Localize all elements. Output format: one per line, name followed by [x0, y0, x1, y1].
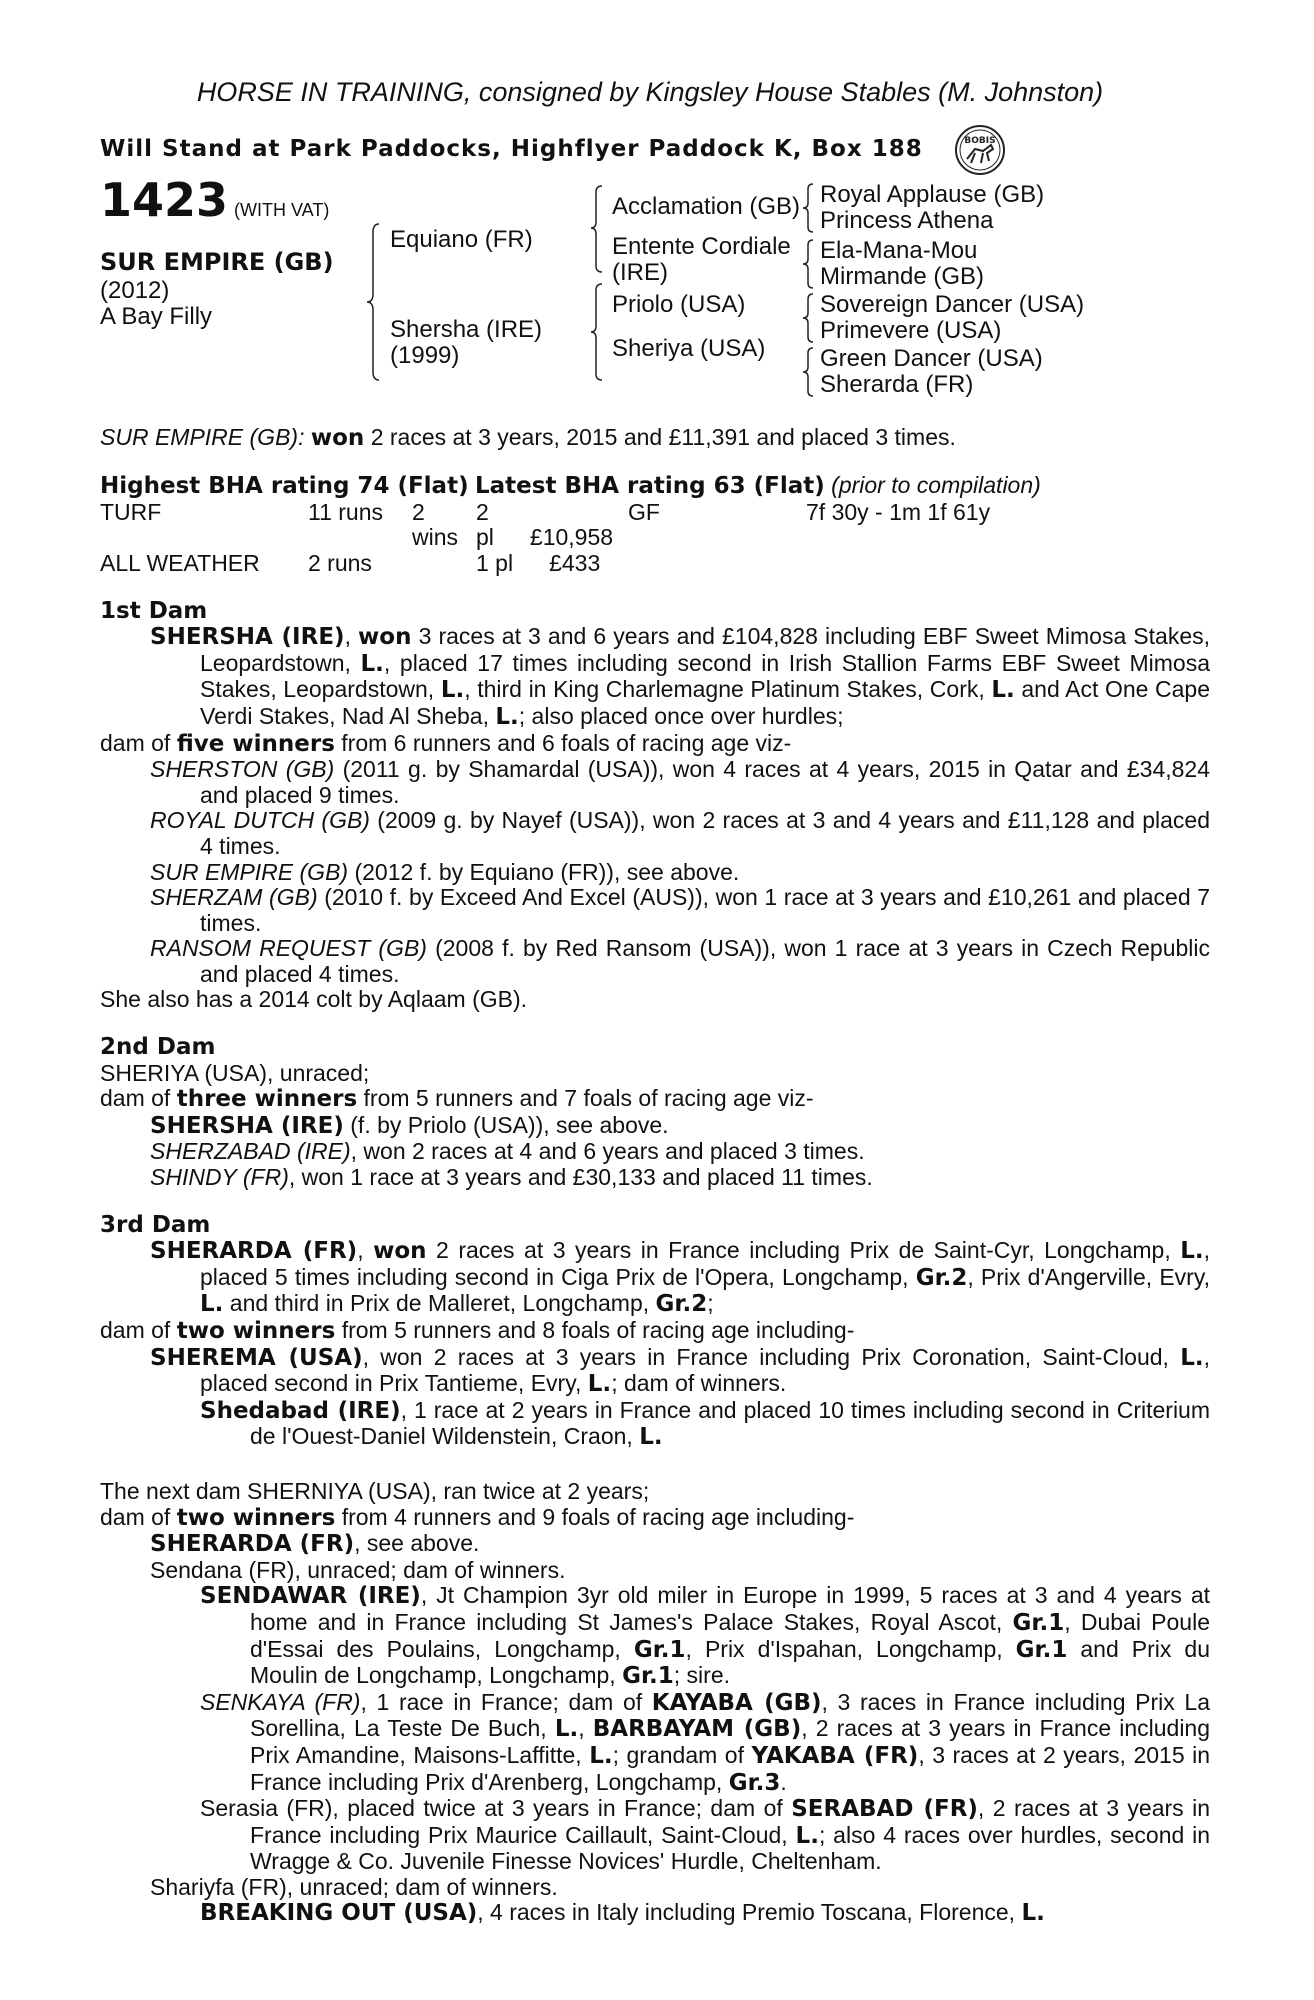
- progeny-entry: [100, 1900, 1210, 1927]
- first-dam-footer: She also has a 2014 colt by Aqlaam (GB).: [100, 986, 528, 1013]
- progeny-name: SHINDY (FR): [150, 1164, 289, 1191]
- progeny-name: BARBAYAM (GB): [592, 1716, 802, 1743]
- progeny-name: SUR EMPIRE (GB): [150, 858, 349, 885]
- race-summary: [100, 425, 1210, 452]
- group-mark: Gr.1: [633, 1636, 686, 1663]
- next-dam-section: [100, 1479, 1210, 1927]
- progeny-entry: [100, 1583, 1210, 1689]
- horse-name: SUR EMPIRE (GB): [100, 247, 334, 276]
- aw-going: [628, 551, 806, 577]
- progeny-entry: [100, 808, 1210, 859]
- progeny-text: , won 1 race at 3 years and £30,133 and placed 11 times.: [288, 1164, 873, 1191]
- bobis-logo-text: BOBIS: [964, 135, 996, 146]
- second-dam-heading: 2nd Dam: [100, 1034, 216, 1061]
- first-dam-t4: and Act One Cape Verdi Stakes, Nad Al Sheba,: [200, 676, 1211, 729]
- catalogue-page: [100, 77, 1211, 1927]
- first-dam-viz: from 6 runners and 6 foals of racing age viz-: [341, 729, 792, 756]
- listed-mark: L.: [440, 677, 465, 704]
- dam-of-label: dam of: [100, 729, 171, 756]
- second-dam-viz: from 5 runners and 7 foals of racing age viz-: [363, 1085, 814, 1112]
- first-dam-t5: ; also placed once over hurdles;: [518, 702, 844, 729]
- progeny-text: and Prix du Moulin de Longchamp, Longchamp,: [250, 1635, 1211, 1689]
- progeny-text: (2011 g. by Shamardal (USA)), won 4 races at 4 years, 2015 in Qatar and £34,824 and placed 9 times.: [200, 756, 1211, 808]
- dam-of-label: dam of: [100, 1503, 171, 1530]
- ggs-7: Green Dancer (USA): [820, 344, 1043, 372]
- ratings-line: [100, 473, 1210, 500]
- progeny-entry: [100, 885, 1210, 936]
- listed-mark: L.: [589, 1742, 613, 1769]
- progeny-text: ; grandam of: [612, 1741, 744, 1768]
- progeny-text: Serasia (FR), placed twice at 3 years in France; dam of: [200, 1795, 783, 1822]
- sire-grandparents-brace: [590, 184, 606, 274]
- third-dam-t1: 2 races at 3 years in France including Prix de Saint-Cyr, Longchamp,: [436, 1237, 1171, 1264]
- aw-label: ALL WEATHER: [100, 549, 260, 576]
- turf-runs: 11 runs: [308, 498, 384, 525]
- third-dam-t2: , placed 5 times including second in Ciga Prix de l'Opera, Longchamp,: [200, 1237, 1211, 1290]
- third-dam-t4: and third in Prix de Malleret, Longchamp,: [229, 1290, 650, 1317]
- progeny-text: , 3 races at 2 years, 2015 in France including Prix d'Arenberg, Longchamp,: [250, 1741, 1211, 1795]
- progeny-name: SENKAYA (FR): [200, 1688, 361, 1715]
- progeny-name: SHERZABAD (IRE): [150, 1138, 351, 1165]
- listed-mark: L.: [554, 1716, 579, 1743]
- next-dam-winners: two winners: [176, 1504, 336, 1531]
- progeny-entry: SENKAYA (FR), 1 race in France; dam of KAYABA (GB), 3 races in France including Prix La Sorellina, La Teste De Buch, L., BARBAYAM (GB), 2 races at 3 years in France including Prix Amandine, Maisons-Laffitte, L.; grandam of YAKABA (FR), 3 races at 2 years, 2015 in France including Prix d'Arenberg, Longchamp, Gr.3.: [200, 1688, 1211, 1796]
- sire-dam-brace: [365, 222, 385, 382]
- granddam-dam: Sheriya (USA): [612, 334, 766, 362]
- horse-year: (2012): [100, 276, 170, 304]
- first-dam-t3: , third in King Charlemagne Platinum Stakes, Cork,: [464, 676, 985, 703]
- vat-label: (WITH VAT): [234, 199, 330, 220]
- consignment-line: HORSE IN TRAINING, consigned by Kingsley House Stables (M. Johnston): [196, 77, 1104, 107]
- summary-won: won: [310, 424, 365, 451]
- bobis-logo-icon: [953, 123, 1007, 177]
- next-dam-intro: The next dam SHERNIYA (USA), ran twice at 2 years;: [100, 1477, 650, 1504]
- progeny-text: , 3 races in France including Prix La Sorellina, La Teste De Buch,: [250, 1688, 1210, 1742]
- third-dam-t3: , Prix d'Angerville, Evry,: [967, 1263, 1211, 1290]
- second-dam-intro: SHERIYA (USA), unraced;: [100, 1059, 370, 1086]
- ggs-brace-4: [802, 346, 816, 398]
- latest-rating: Latest BHA rating 63 (Flat): [474, 473, 825, 500]
- dam-year: (1999): [390, 341, 460, 369]
- dam-of-label: dam of: [100, 1085, 171, 1112]
- turf-label: TURF: [100, 498, 162, 525]
- progeny-name: SHEREMA (USA): [150, 1344, 363, 1371]
- progeny-text: , Jt Champion 3yr old miler in Europe in 1999, 5 races at 3 and 4 years at home and in France including St James's Palace Stakes, Royal Ascot,: [250, 1582, 1210, 1635]
- progeny-text: , 4 races in Italy including Premio Toscana, Florence,: [477, 1899, 1016, 1926]
- progeny-name: KAYABA (GB): [651, 1689, 822, 1716]
- second-dam-section: [100, 1035, 1210, 1191]
- progeny-text: (2012 f. by Equiano (FR)), see above.: [354, 858, 740, 885]
- highest-rating: Highest BHA rating 74 (Flat): [100, 473, 469, 500]
- progeny-entry: [100, 1165, 1210, 1191]
- aw-runs: 2 runs: [308, 549, 372, 576]
- first-dam-name: SHERSHA (IRE): [150, 624, 345, 651]
- turf-prize: £10,958: [529, 524, 614, 551]
- first-dam-section: [100, 599, 1210, 1014]
- progeny-text: , 2 races at 3 years in France including Prix Amandine, Maisons-Laffitte,: [250, 1715, 1211, 1768]
- first-dam-heading: 1st Dam: [100, 597, 208, 624]
- progeny-entry: [100, 936, 1210, 987]
- grandsire-sire: Acclamation (GB): [612, 192, 801, 220]
- listed-mark: L.: [1180, 1344, 1204, 1371]
- progeny-text: (f. by Priolo (USA)), see above.: [350, 1111, 669, 1138]
- progeny-entry: [100, 1345, 1210, 1398]
- next-dam-including: from 4 runners and 9 foals of racing age including-: [341, 1503, 855, 1530]
- listed-mark: L.: [639, 1424, 663, 1451]
- ggs-6: Primevere (USA): [820, 316, 1002, 344]
- ggs-4: Mirmande (GB): [820, 262, 985, 290]
- progeny-text: (2008 f. by Red Ransom (USA)), won 1 race at 3 years in Czech Republic and placed 4 times.: [200, 935, 1210, 987]
- progeny-text: , 2 races at 3 years in France including Prix Maurice Caillault, Saint-Cloud,: [250, 1795, 1211, 1848]
- progeny-name: RANSOM REQUEST (GB): [150, 935, 427, 962]
- group-mark: Gr.1: [1015, 1636, 1068, 1663]
- progeny-text: , 1 race in France; dam of: [360, 1688, 643, 1715]
- third-dam-record: SHERARDA (FR), won 2 races at 3 years in France including Prix de Saint-Cyr, Longchamp, L., placed 5 times including second in Ciga Prix de l'Opera, Longchamp, Gr.2, Prix d'Angerville, Evry, L. and third in Prix de Malleret, Longchamp, Gr.2;: [150, 1237, 1211, 1318]
- progeny-name: Shedabad (IRE): [200, 1397, 401, 1424]
- listed-mark: L.: [495, 703, 519, 730]
- third-dam-winners: two winners: [176, 1318, 336, 1344]
- group-mark: Gr.1: [1012, 1609, 1065, 1636]
- progeny-text: (2010 f. by Exceed And Excel (AUS)), won 1 race at 3 years and £10,261 and placed 7 times.: [200, 884, 1211, 936]
- progeny-name: SERABAD (FR): [791, 1796, 978, 1823]
- ggs-brace-3: [802, 292, 816, 344]
- group-mark: Gr.3: [728, 1769, 781, 1796]
- progeny-name: BREAKING OUT (USA): [200, 1900, 478, 1927]
- third-dam-section: [100, 1213, 1210, 1451]
- turf-wins: 2 wins: [412, 498, 459, 551]
- progeny-text: (2009 g. by Nayef (USA)), won 2 races at 3 and 4 years and £11,128 and placed 4 times.: [200, 807, 1210, 859]
- progeny-name: SENDAWAR (IRE): [200, 1583, 421, 1610]
- lot-number: 1423: [100, 172, 229, 227]
- progeny-name: SHERZAM (GB): [150, 884, 318, 911]
- listed-mark: L.: [200, 1291, 224, 1318]
- group-mark: Gr.1: [622, 1663, 674, 1690]
- third-dam-including: from 5 runners and 8 foals of racing age including-: [341, 1317, 855, 1343]
- progeny-name: YAKABA (FR): [751, 1742, 919, 1769]
- pedigree-block: [100, 172, 1210, 417]
- progeny-name: SHERARDA (FR): [150, 1531, 355, 1558]
- second-dam-produce-summary: [100, 1086, 1210, 1113]
- dam-name: Shersha (IRE): [390, 315, 543, 343]
- summary-horse-name: SUR EMPIRE (GB): [100, 423, 299, 450]
- progeny-entry: [100, 1113, 1210, 1140]
- ggs-8: Sherarda (FR): [820, 370, 974, 398]
- ggs-2: Princess Athena: [820, 206, 994, 234]
- rating-note: (prior to compilation): [831, 472, 1041, 499]
- ratings-section: [100, 473, 1210, 576]
- ggs-1: Royal Applause (GB): [820, 180, 1045, 208]
- stand-location: Will Stand at Park Paddocks, Highflyer Paddock K, Box 188: [100, 135, 923, 162]
- grandsire-dam: Priolo (USA): [612, 290, 746, 318]
- listed-mark: L.: [795, 1822, 819, 1849]
- next-dam-produce-summary: [100, 1505, 1210, 1532]
- listed-mark: L.: [360, 650, 384, 677]
- ggs-5: Sovereign Dancer (USA): [820, 290, 1085, 318]
- ggs-3: Ela-Mana-Mou: [820, 236, 978, 264]
- progeny-entry: [100, 1398, 1210, 1451]
- progeny-entry: [100, 1796, 1210, 1875]
- summary-text: 2 races at 3 years, 2015 and £11,391 and placed 3 times.: [370, 423, 956, 450]
- first-dam-winners: five winners: [176, 730, 335, 757]
- progeny-text: ; dam of winners.: [611, 1370, 787, 1397]
- listed-mark: L.: [991, 677, 1015, 704]
- first-dam-t2: , placed 17 times including second in Irish Stallion Farms EBF Sweet Mimosa Stakes, Leopardstown,: [200, 649, 1211, 703]
- turf-placed: 2 pl: [476, 498, 494, 551]
- progeny-entry: [100, 860, 1210, 886]
- group-mark: Gr.2: [655, 1291, 708, 1318]
- progeny-text: , Dubai Poule d'Essai des Poulains, Longchamp,: [250, 1608, 1211, 1662]
- third-dam-heading: 3rd Dam: [100, 1211, 211, 1238]
- progeny-text: , 1 race at 2 years in France and placed 10 times including second in Criterium de l'Ouest-Daniel Wildenstein, Craon,: [250, 1396, 1210, 1450]
- progeny-entry: [100, 1139, 1210, 1165]
- first-dam-t1: 3 races at 3 and 6 years and £104,828 including EBF Sweet Mimosa Stakes, Leopardstown,: [200, 623, 1211, 676]
- horse-description: A Bay Filly: [100, 302, 213, 330]
- progeny-entry: [100, 757, 1210, 808]
- turf-placings-prize: [476, 500, 628, 551]
- ratings-table: [100, 500, 1210, 577]
- dam-grandparents-brace: [590, 282, 606, 382]
- progeny-text: ; also 4 races over hurdles, second in Wragge & Co. Juvenile Finesse Novices' Hurdle, Cheltenham.: [250, 1821, 1211, 1875]
- first-dam-record: SHERSHA (IRE), won 3 races at 3 and 6 years and £104,828 including EBF Sweet Mimosa Stakes, Leopardstown, L., placed 17 times including second in Irish Stallion Farms EBF Sweet Mimosa Stakes, Leopardstown, L., third in King Charlemagne Platinum Stakes, Cork, L. and Act One Cape Verdi Stakes, Nad Al Sheba, L.; also placed once over hurdles;: [150, 623, 1211, 730]
- progeny-text: , Prix d'Ispahan, Longchamp,: [685, 1635, 1003, 1662]
- first-dam-produce-summary: [100, 731, 1210, 758]
- ggs-brace-1: [802, 182, 816, 234]
- lot-number-line: [100, 172, 330, 227]
- listed-mark: L.: [1180, 1238, 1204, 1265]
- sire-name: Equiano (FR): [390, 225, 533, 253]
- aw-distance: [806, 551, 1106, 577]
- progeny-text: ; sire.: [673, 1662, 730, 1689]
- progeny-entry: [100, 1531, 1210, 1558]
- aw-wins: [412, 551, 476, 577]
- progeny-entry: Sendana (FR), unraced; dam of winners.: [150, 1556, 566, 1583]
- progeny-text: , won 2 races at 4 and 6 years and placed 3 times.: [350, 1138, 865, 1165]
- group-mark: Gr.2: [915, 1264, 968, 1291]
- listed-mark: L.: [1021, 1900, 1045, 1927]
- aw-placed: 1 pl: [476, 549, 514, 576]
- third-dam-t5: ;: [707, 1290, 714, 1317]
- aw-prize: £433: [549, 549, 601, 576]
- dam-of-label: dam of: [100, 1317, 171, 1343]
- progeny-text: , won 2 races at 3 years in France including Prix Coronation, Saint-Cloud,: [362, 1343, 1169, 1370]
- progeny-name: SHERSHA (IRE): [150, 1112, 344, 1139]
- granddam-sire-line1: Entente Cordiale: [612, 232, 791, 260]
- progeny-name: ROYAL DUTCH (GB): [150, 807, 370, 834]
- third-dam-produce-summary: [100, 1318, 1210, 1345]
- aw-placings-prize: [476, 551, 628, 577]
- second-dam-winners: three winners: [176, 1086, 358, 1113]
- progeny-text: , see above.: [354, 1530, 480, 1557]
- progeny-name: SHERSTON (GB): [150, 756, 335, 783]
- ggs-brace-2: [802, 238, 816, 290]
- stand-row: [100, 122, 1210, 178]
- third-dam-name: SHERARDA (FR): [150, 1238, 358, 1265]
- turf-going: GF: [628, 498, 660, 525]
- summary-colon: :: [298, 423, 305, 450]
- listed-mark: L.: [587, 1371, 612, 1398]
- progeny-text: , placed second in Prix Tantieme, Evry,: [200, 1343, 1210, 1397]
- progeny-entry: Shariyfa (FR), unraced; dam of winners.: [150, 1873, 558, 1900]
- granddam-sire-line2: (IRE): [612, 258, 668, 286]
- first-dam-won: won: [358, 624, 412, 651]
- third-dam-won: won: [373, 1238, 427, 1265]
- turf-distance: 7f 30y - 1m 1f 61y: [806, 498, 991, 525]
